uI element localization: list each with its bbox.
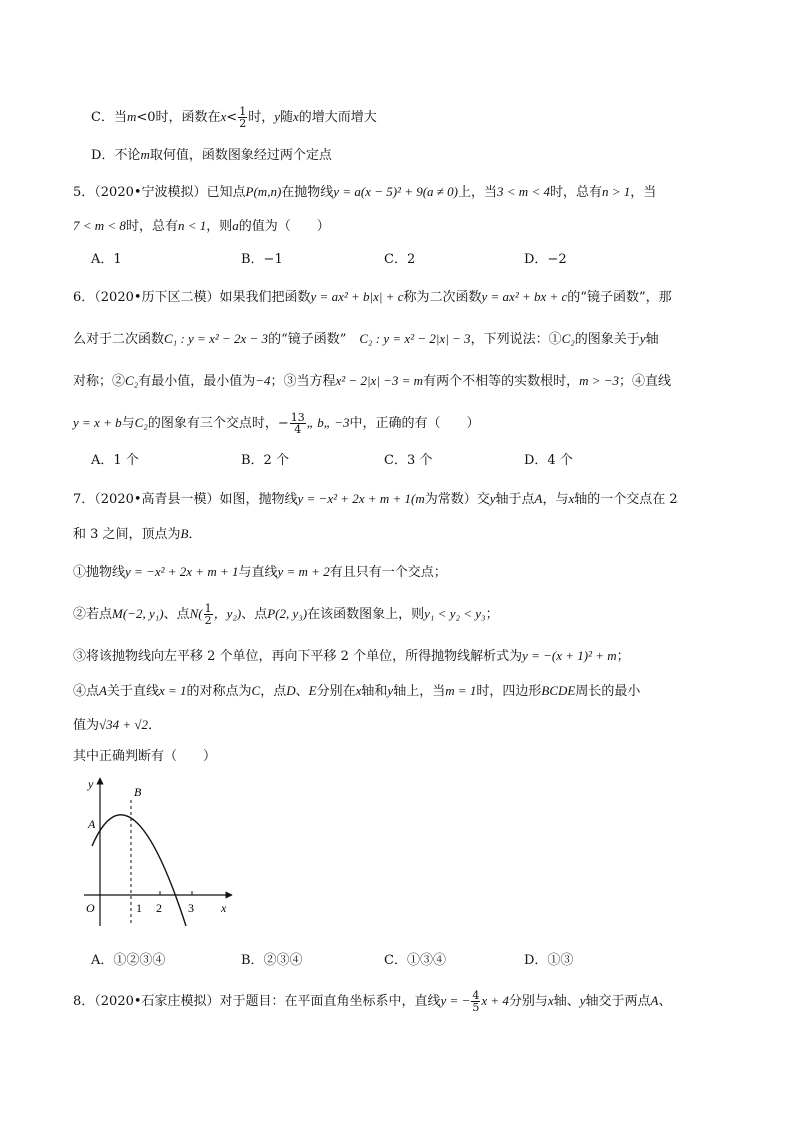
point-b-label: B	[134, 785, 142, 799]
q6-line4: y = x + b与C₂的图象有三个交点时，− $\frac{13}{4}$ „ b„ −3中，正确的有（ ）	[73, 411, 480, 436]
q7-option-d[interactable]: D．①③	[524, 953, 574, 968]
option-c-line: C．当m<0时，函数在x< $\frac{1}{2}$ 时，y随x的增大而增大	[91, 105, 377, 130]
q8-line1: 8．（2020•石家庄模拟）对于题目：在平面直角坐标系中，直线y = − $\frac{4}{5}$ x + 4分别与x轴、y轴交于两点A、	[73, 989, 672, 1014]
q7-statement-4-cont: 值为√34 + √2．	[73, 717, 162, 733]
q6-option-d[interactable]: D．4 个	[524, 453, 573, 468]
point-a-label: A	[88, 817, 96, 831]
q5-option-b[interactable]: B．−1	[241, 252, 283, 267]
fraction-half: $\frac{1}{2}$	[239, 105, 247, 130]
q7-statement-2: ②若点M(−2, y₁)、点N( $\frac{1}{2}$ ，y₂)、点P(2, y₃)在该函数图象上，则y₁ < y₂ < y₃；	[73, 602, 499, 627]
q5-option-c[interactable]: C．2	[384, 252, 416, 267]
origin-label: O	[86, 901, 95, 915]
q7-statement-1: ①抛物线y = −x² + 2x + m + 1与直线y = m + 2有且只有一个交点；	[73, 564, 447, 580]
x-axis-label: x	[221, 901, 227, 915]
q6-option-b[interactable]: B．2 个	[241, 453, 289, 468]
q7-statement-3: ③将该抛物线向左平移 2 个单位，再向下平移 2 个单位，所得抛物线解析式为y = −(x + 1)² + m；	[73, 648, 630, 664]
q7-line2: 和 3 之间，顶点为B．	[73, 526, 202, 542]
q7-option-c[interactable]: C．①③④	[384, 953, 446, 968]
q5-line1: 5．（2020•宁波模拟）已知点P(m,n)在抛物线y = a(x − 5)² + 9(a ≠ 0)上，当3 < m < 4时，总有n > 1，当	[73, 184, 657, 200]
y-axis-label: y	[88, 777, 94, 791]
tick-label-3: 3	[188, 901, 194, 915]
fraction-4-5: $\frac{4}{5}$	[472, 989, 480, 1014]
q5-option-d[interactable]: D．−2	[524, 252, 567, 267]
q7-prompt: 其中正确判断有（ ）	[73, 749, 217, 764]
q6-option-a[interactable]: A．1 个	[91, 453, 139, 468]
q5-option-a[interactable]: A．1	[91, 252, 122, 267]
q6-line1: 6．（2020•历下区二模）如果我们把函数y = ax² + b|x| + c称为二次函数y = ax² + bx + c的“镜子函数”，那	[73, 289, 672, 305]
fraction-half-n: $\frac{1}{2}$	[204, 602, 212, 627]
q6-option-c[interactable]: C．3 个	[384, 453, 433, 468]
parabola-graph	[84, 776, 244, 926]
tick-label-1: 1	[136, 901, 142, 915]
q7-option-b[interactable]: B．②③④	[241, 953, 303, 968]
q6-line2: 么对于二次函数C₁ : y = x² − 2x − 3的“镜子函数” C₂ : y = x² − 2|x| − 3，下列说法：①C₂的图象关于y轴	[73, 331, 659, 347]
q7-statement-4: ④点A关于直线x = 1的对称点为C，点D、E分别在x轴和y轴上，当m = 1时，四边形BCDE周长的最小	[73, 683, 641, 699]
q7-option-a[interactable]: A．①②③④	[91, 953, 166, 968]
q7-line1: 7．（2020•高青县一模）如图，抛物线y = −x² + 2x + m + 1(m为常数）交y轴于点A，与x轴的一个交点在 2	[73, 491, 678, 507]
q5-line2: 7 < m < 8时，总有n < 1，则a的值为（ ）	[73, 218, 330, 234]
tick-label-2: 2	[156, 901, 162, 915]
option-d-line: D．不论m取何值，函数图象经过两个定点	[91, 147, 332, 163]
fraction-13-4: $\frac{13}{4}$	[290, 411, 305, 436]
q6-line3: 对称；②C₂有最小值，最小值为−4；③当方程x² − 2|x| −3 = m有两个不相等的实数根时，m > −3；④直线	[73, 373, 672, 389]
